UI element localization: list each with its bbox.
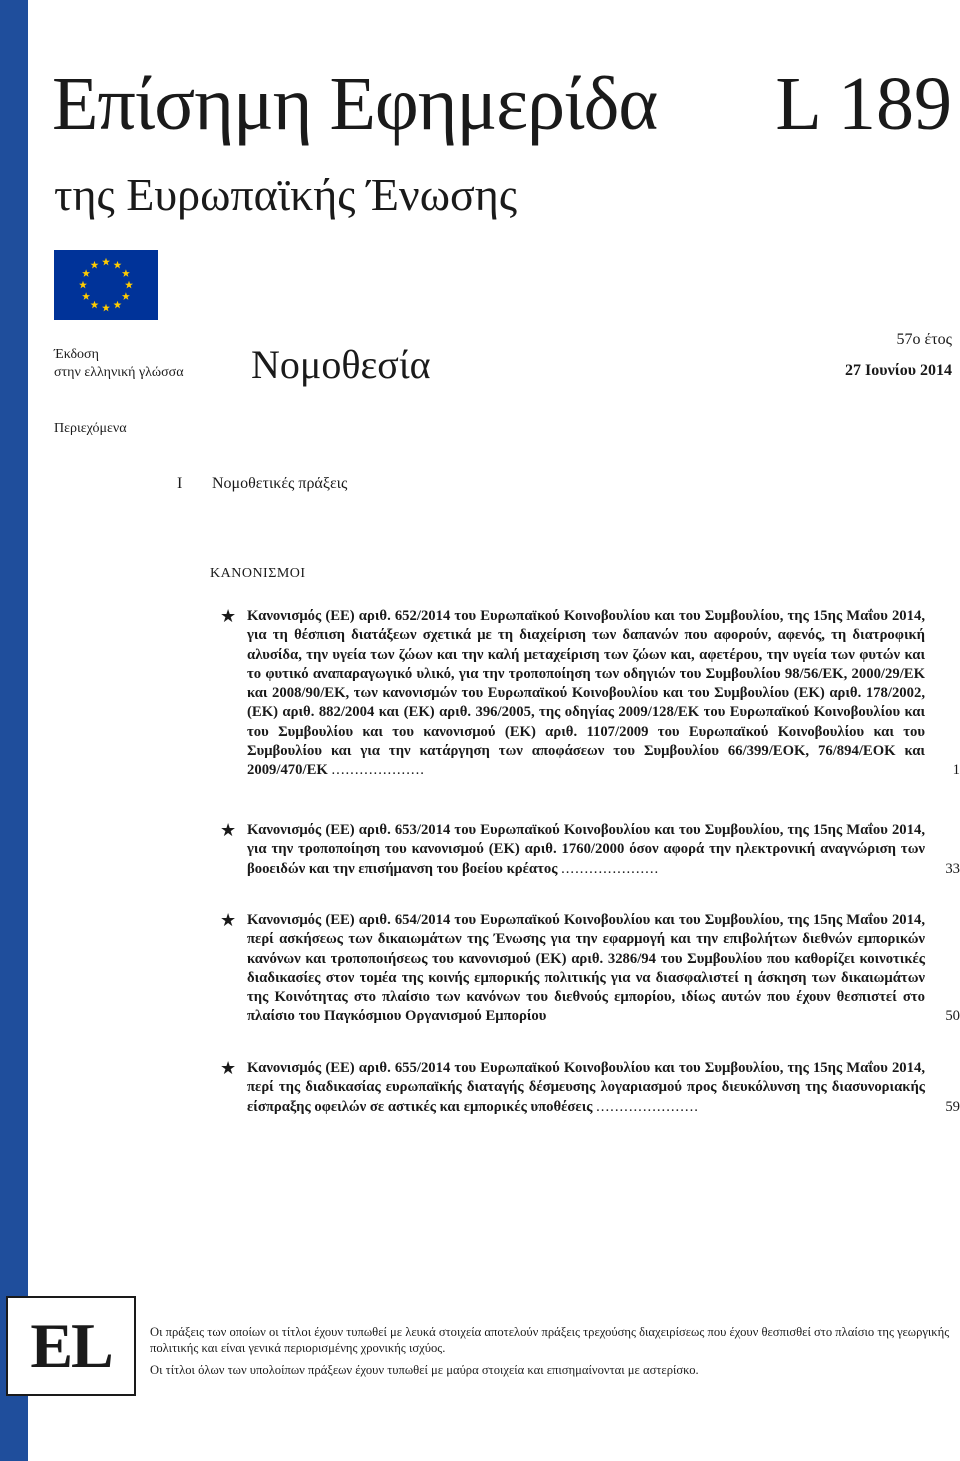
series-title: Νομοθεσία xyxy=(251,342,431,387)
flag-star xyxy=(102,258,110,266)
publication-date: 27 Ιουνίου 2014 xyxy=(845,362,952,379)
toc-entry-text xyxy=(247,607,925,781)
toc-entry-title: Κανονισμός (ΕΕ) αριθ. 652/2014 του Ευρωπαϊκού Κοινοβουλίου και του Συμβουλίου, της 15ης Μαΐου 2014, για τη θέσπιση διατάξεων σχετικά με τη διαχείριση των δαπανών που αφορούν, αφενός, τη διατροφική αλυσίδα, την υγεία των ζώων και την καλή μεταχείριση των ζώων και, αφετέρου, την υγεία των φυτών και το φυτικό αναπαραγωγικό υλικό, για την τροποποίηση των οδηγιών του Συμβουλίου 98/56/ΕΚ, 2000/29/ΕΚ και 2008/90/ΕΚ, των κανονισμών του Ευρωπαϊκού Κοινοβουλίου και του Συμβουλίου (ΕΚ) αριθ. 178/2002, (ΕΚ) αριθ. 882/2004 και (ΕΚ) αριθ. 396/2005, της οδηγίας 2009/128/ΕΚ του Ευρωπαϊκού Κοινοβουλίου και του Συμβουλίου και του κανονισμού (ΕΚ) αριθ. 1107/2009 του Ευρωπαϊκού Κοινοβουλίου και του Συμβουλίου και για την κατάργηση των αποφάσεων του Συμβουλίου 66/399/ΕΟΚ, 76/894/ΕΟΚ και 2009/470/ΕΚ xyxy=(247,608,925,779)
flag-star xyxy=(114,261,122,269)
toc-entry-text xyxy=(247,1059,925,1117)
section-number: I xyxy=(177,475,183,492)
footer-note-2: Οι τίτλοι όλων των υπολοίπων πράξεων έχουν τυπωθεί με μαύρα στοιχεία και επισημαίνονται με αστερίσκο. xyxy=(150,1363,699,1377)
issue-number: L 189 xyxy=(775,62,952,146)
eu-flag-icon xyxy=(54,250,158,320)
toc-leader-dots: ...................... xyxy=(596,1098,699,1115)
toc-entry-text xyxy=(247,821,925,879)
flag-star xyxy=(122,269,130,277)
toc-leader-dots: ..................... xyxy=(561,860,660,877)
blue-sidebar xyxy=(0,0,28,1461)
footer-note-1: Οι πράξεις των οποίων οι τίτλοι έχουν τυπωθεί με λευκά στοιχεία αποτελούν πράξεις τρεχούσης διαχειρίσεως που έχουν θεσπισθεί στο πλαίσιο της γεωργικής πολιτικής και είναι γενικά περιορισμένης χρονικής ισχύος. xyxy=(150,1325,950,1355)
toc-page-number: 59 xyxy=(945,1098,960,1115)
toc-entry[interactable] xyxy=(220,1059,960,1117)
toc-entry-title: Κανονισμός (ΕΕ) αριθ. 654/2014 του Ευρωπαϊκού Κοινοβουλίου και του Συμβουλίου, της 15ης Μαΐου 2014, περί ασκήσεως των δικαιωμάτων της Ένωσης για την εφαρμογή και την επιβολήτων διεθνών εμπορικών κανόνων και τροποποιήσεως του κανονισμού (ΕΚ) αριθ. 3286/94 του Συμβουλίου που καθορίζει κοινοτικές διαδικασίες στον τομέα της κοινής εμπορικής πολιτικής για να διασφαλιστεί η άσκηση των δικαιωμάτων της Κοινότητας στο πλαίσιο των κανόνων του διεθνούς εμπορίου, ιδίως αυτών που έχουν θεσπιστεί στο πλαίσιο του Παγκόσμιου Οργανισμού Εμπορίου xyxy=(247,912,925,1025)
flag-star xyxy=(82,269,90,277)
star-icon: ★ xyxy=(220,1058,237,1079)
toc-entry[interactable] xyxy=(220,607,960,781)
star-icon: ★ xyxy=(220,820,237,841)
toc-entry[interactable] xyxy=(220,821,960,879)
edition-line-1: Έκδοση xyxy=(54,347,99,362)
flag-star xyxy=(114,301,122,309)
edition-label xyxy=(54,346,184,382)
star-icon: ★ xyxy=(220,910,237,931)
flag-star xyxy=(125,281,133,289)
toc-entry-title: Κανονισμός (ΕΕ) αριθ. 653/2014 του Ευρωπαϊκού Κοινοβουλίου και του Συμβουλίου, της 15ης Μαΐου 2014, για την τροποποίηση του κανονισμού (ΕΚ) αριθ. 1760/2000 όσον αφορά την ηλεκτρονική αναγνώριση των βοοειδών και την επισήμανση του βοείου κρέατος xyxy=(247,822,925,877)
toc-leader-dots: .................... xyxy=(331,762,425,779)
section-title: Νομοθετικές πράξεις xyxy=(212,475,348,492)
contents-label: Περιεχόμενα xyxy=(54,421,127,436)
toc-entry[interactable] xyxy=(220,911,960,1027)
journal-title: Επίσημη Εφημερίδα xyxy=(52,62,658,146)
flag-star xyxy=(91,261,99,269)
toc-page-number: 33 xyxy=(945,860,960,877)
flag-star xyxy=(102,304,110,312)
toc-entry-title: Κανονισμός (ΕΕ) αριθ. 655/2014 του Ευρωπαϊκού Κοινοβουλίου και του Συμβουλίου, της 15ης Μαΐου 2014, περί της διαδικασίας ευρωπαϊκής διαταγής δέσμευσης λογαριασμού προς διευκόλυνση της διασυνοριακής είσπραξης οφειλών σε αστικές και εμπορικές υποθέσεις xyxy=(247,1060,925,1115)
flag-star xyxy=(82,292,90,300)
flag-star xyxy=(91,301,99,309)
toc-entry-text xyxy=(247,911,925,1027)
toc-page-number: 50 xyxy=(945,1008,960,1025)
flag-star xyxy=(122,292,130,300)
flag-star xyxy=(79,281,87,289)
volume-year: 57ο έτος xyxy=(896,331,952,348)
journal-subtitle: της Ευρωπαϊκής Ένωσης xyxy=(54,169,518,220)
language-code-box: EL xyxy=(6,1296,136,1396)
subheading-regulations: ΚΑΝΟΝΙΣΜΟΙ xyxy=(210,566,306,581)
edition-line-2: στην ελληνική γλώσσα xyxy=(54,365,184,380)
toc-page-number: 1 xyxy=(952,762,960,779)
star-icon: ★ xyxy=(220,606,237,627)
